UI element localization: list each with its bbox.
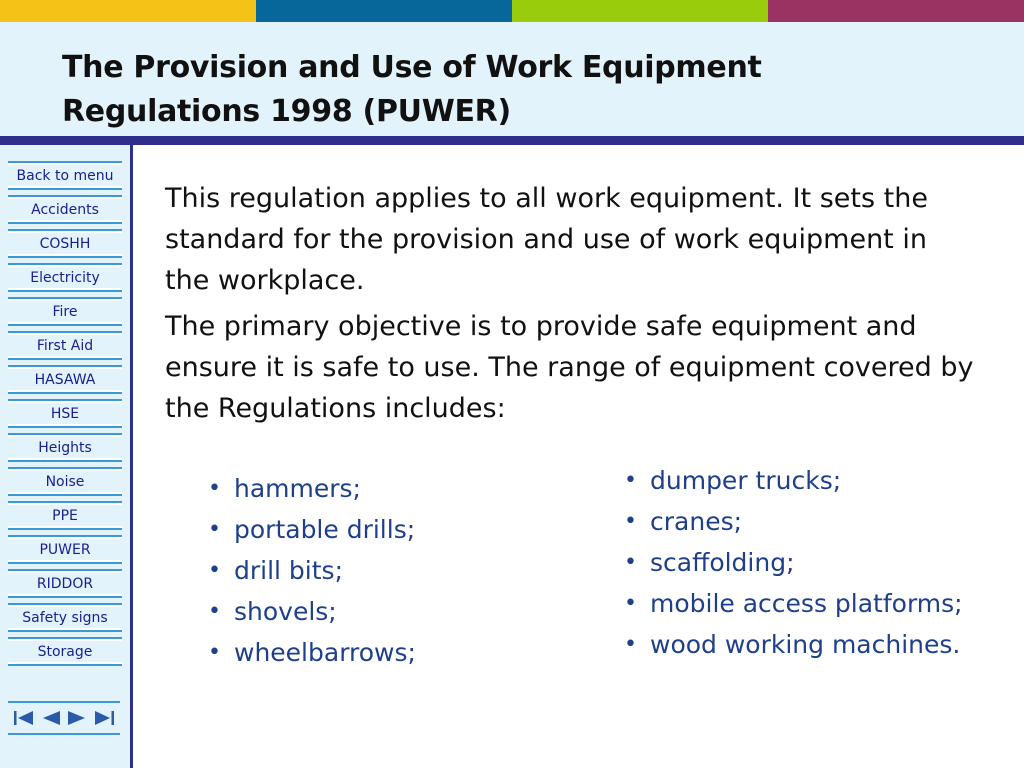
list-item-text: drill bits; [234,556,343,585]
list-item-text: dumper trucks; [650,466,842,495]
equipment-list-right [624,460,963,665]
strip-green [512,0,768,22]
list-item [208,550,416,591]
list-item-text: scaffolding; [650,548,795,577]
list-item-text: wood working machines. [650,630,961,659]
sidebar-item-storage[interactable]: Storage [8,637,122,666]
sidebar-item-ppe[interactable]: PPE [8,501,122,530]
sidebar-item-first-aid[interactable]: First Aid [8,331,122,360]
bullet-mark: • [624,632,637,657]
list-item [624,501,963,542]
sidebar-item-fire[interactable]: Fire [8,297,122,326]
bullet-mark: • [208,558,221,583]
list-item-text: wheelbarrows; [234,638,416,667]
bullet-mark: • [208,476,221,501]
page-title: The Provision and Use of Work Equipment Regulations 1998 (PUWER) [62,50,762,129]
bullet-mark: • [208,517,221,542]
sidebar-item-hse[interactable]: HSE [8,399,122,428]
sidebar-item-riddor[interactable]: RIDDOR [8,569,122,598]
sidebar-item-noise[interactable]: Noise [8,467,122,496]
header-divider [0,136,1024,145]
list-item-text: shovels; [234,597,337,626]
strip-yellow [0,0,256,22]
sidebar-item-coshh[interactable]: COSHH [8,229,122,258]
bullet-mark: • [624,591,637,616]
list-item [624,460,963,501]
sidebar-item-puwer[interactable]: PUWER [8,535,122,564]
objective-paragraph: The primary objective is to provide safe equipment and ensure it is safe to use. The range of equipment covered by the Regulations includes: [165,311,974,424]
list-item-text: portable drills; [234,515,416,544]
list-item-text: cranes; [650,507,743,536]
list-item [624,542,963,583]
list-item [624,624,963,665]
next-page-icon[interactable] [66,708,88,728]
bullet-mark: • [624,509,637,534]
sidebar-item-heights[interactable]: Heights [8,433,122,462]
previous-page-icon[interactable] [40,708,62,728]
list-item-text: mobile access platforms; [650,589,963,618]
sidebar-nav [0,145,133,768]
list-item [208,632,416,673]
sidebar-item-safety-signs[interactable]: Safety signs [8,603,122,632]
strip-blue [256,0,512,22]
sidebar-item-hasawa[interactable]: HASAWA [8,365,122,394]
sidebar-item-accidents[interactable]: Accidents [8,195,122,224]
list-item [208,509,416,550]
sidebar-item-back-to-menu[interactable]: Back to menu [8,161,122,190]
intro-paragraph: This regulation applies to all work equipment. It sets the standard for the provision and use of work equipment in the workplace. [165,183,928,296]
equipment-list-left [208,468,416,673]
first-page-icon[interactable] [13,708,35,728]
list-item [208,468,416,509]
pager-controls [8,701,120,735]
bullet-mark: • [208,640,221,665]
sidebar-item-electricity[interactable]: Electricity [8,263,122,292]
header [0,22,1024,136]
list-item-text: hammers; [234,474,361,503]
top-color-strip [0,0,1024,22]
bullet-mark: • [208,599,221,624]
bullet-mark: • [624,550,637,575]
list-item [624,583,963,624]
list-item [208,591,416,632]
strip-purple [768,0,1024,22]
last-page-icon[interactable] [93,708,115,728]
main-content [165,178,985,434]
bullet-mark: • [624,468,637,493]
